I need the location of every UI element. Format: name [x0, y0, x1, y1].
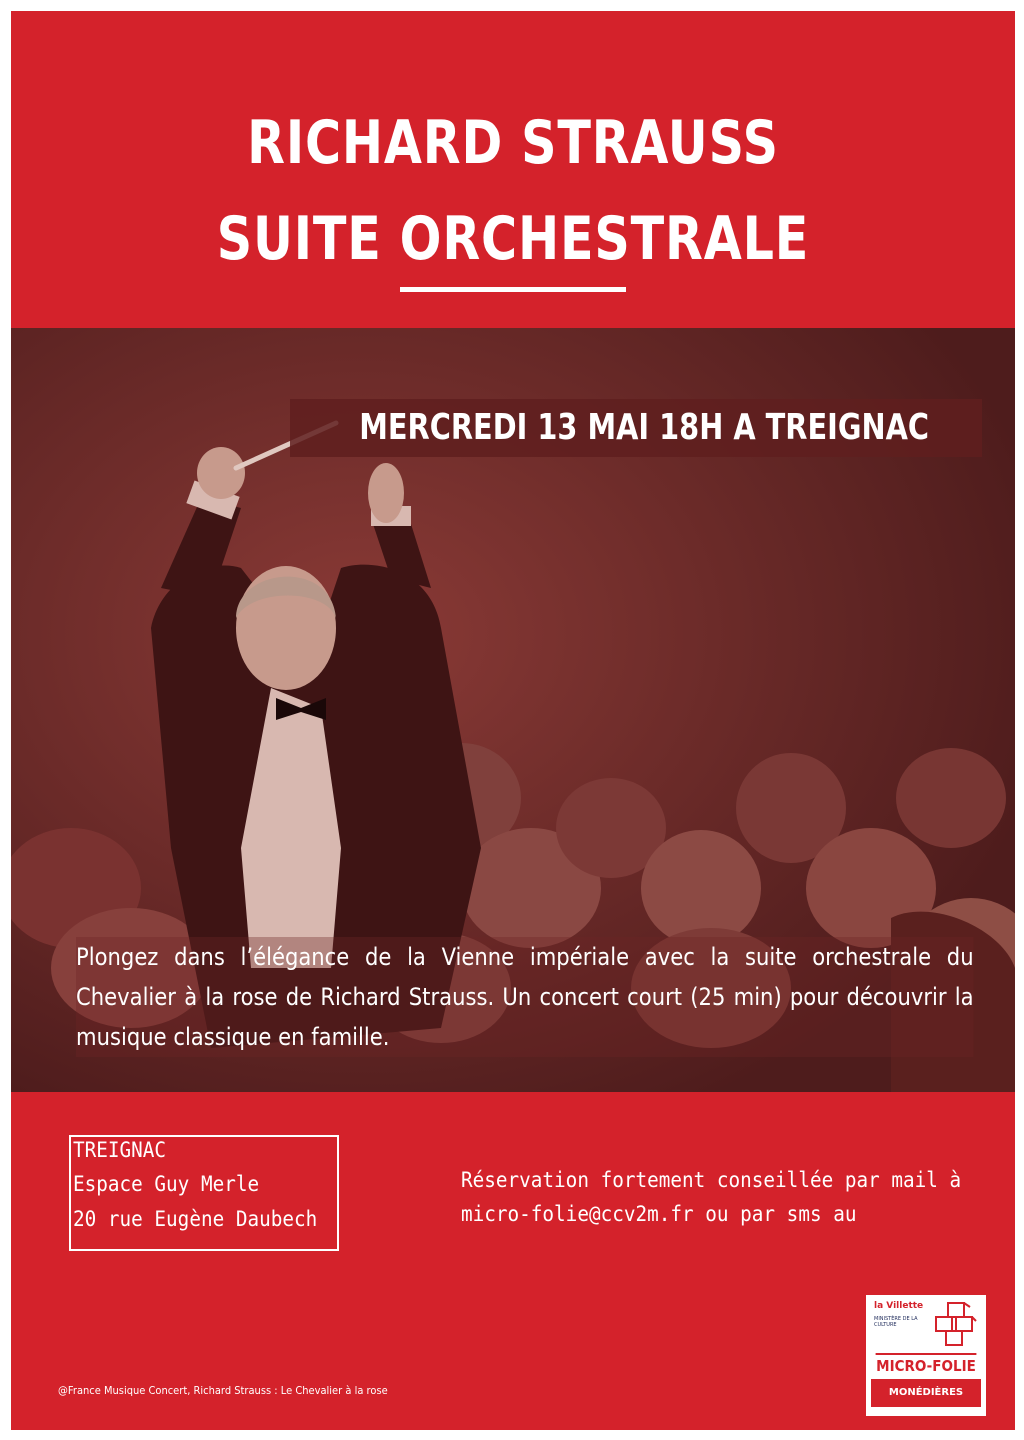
reservation-line-2: micro-folie@ccv2m.fr ou par sms au: [461, 1202, 857, 1226]
ministry-label: MINISTÈRE DE LA CULTURE: [874, 1316, 918, 1328]
venue-address-box: [69, 1135, 339, 1251]
title-underline: [400, 287, 626, 292]
title-line-1: RICHARD STRAUSS: [247, 108, 779, 178]
micro-folie-logo: [866, 1295, 986, 1416]
micro-folie-name: MICRO-FOLIE: [876, 1353, 977, 1375]
reservation-line-1: Réservation fortement conseillée par mail à: [461, 1168, 962, 1192]
title-line-2: SUITE ORCHESTRALE: [216, 204, 810, 274]
micro-folie-region: MONÉDIÈRES: [871, 1379, 981, 1407]
venue-street: 20 rue Eugène Daubech: [73, 1207, 318, 1231]
event-poster: [11, 11, 1015, 1430]
photo-credit: @France Musique Concert, Richard Strauss : Le Chevalier à la rose: [58, 1384, 388, 1397]
reservation-info: [461, 1163, 961, 1231]
event-date-text: MERCREDI 13 MAI 18H A TREIGNAC: [359, 407, 930, 448]
venue-place: Espace Guy Merle: [73, 1172, 260, 1196]
event-description: Plongez dans l’élégance de la Vienne impériale avec la suite orchestrale du Chevalier à la rose de Richard Strauss. Un concert court (25 min) pour découvrir la musique classique en famille.: [76, 937, 974, 1057]
event-date-banner: [290, 399, 982, 457]
cubes-icon: [932, 1301, 978, 1349]
la-villette-logo-text: la Villette: [874, 1301, 924, 1311]
venue-town: TREIGNAC: [73, 1138, 167, 1162]
poster-title: [101, 95, 924, 287]
